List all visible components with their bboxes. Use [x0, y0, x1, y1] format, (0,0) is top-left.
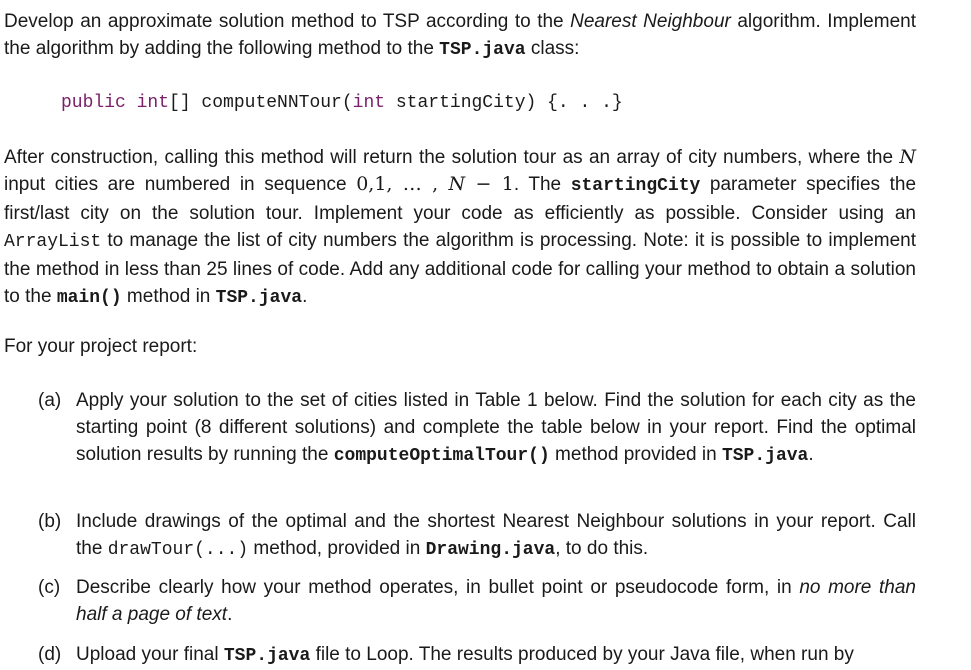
- after-text-5: to manage the list of city numbers the algorithm is processing. Note: it is possible to implement the method in less than 25 lines of code. Add any additional code for calling your method to obtain a solution to the: [4, 230, 916, 307]
- list-marker-d: (d): [38, 644, 62, 665]
- method-signature-code: [61, 90, 623, 117]
- item-a-text-3: .: [808, 444, 814, 465]
- item-a-text-2: method provided in: [549, 444, 722, 465]
- item-d-text-2: file to Loop. The results produced by your Java file, when run by: [310, 644, 854, 665]
- math-sequence: 0,1, … ,: [356, 173, 449, 195]
- code-drawing-java: Drawing.java: [425, 540, 556, 560]
- code-main: main(): [56, 288, 122, 308]
- report-heading: For your project report:: [4, 336, 198, 357]
- intro-emphasis: Nearest Neighbour: [570, 11, 731, 32]
- code-param-body: startingCity) {. . .}: [385, 93, 623, 113]
- intro-text-1: Develop an approximate solution method to TSP according to the: [4, 11, 571, 32]
- list-item-a: [38, 387, 916, 470]
- intro-paragraph: [4, 8, 916, 64]
- after-text-1: After construction, calling this method will return the solution tour as an array of city numbers, where the: [4, 147, 900, 168]
- list-item-c: [38, 574, 916, 628]
- list-marker-c: (c): [38, 577, 61, 598]
- item-b-text-1: Include drawings of the optimal and the shortest Nearest Neighbour solutions in your report. Call the: [76, 511, 916, 559]
- code-keyword-int-return: int: [136, 93, 170, 113]
- math-n-1: N: [899, 146, 916, 168]
- list-body-c: [76, 574, 916, 628]
- item-d-text-1: Upload your final: [76, 644, 224, 665]
- list-marker-b: (b): [38, 511, 62, 532]
- after-text-7: .: [302, 286, 308, 307]
- after-text-2: input cities are numbered in sequence: [4, 174, 357, 195]
- code-keyword-public: public: [61, 93, 126, 113]
- item-c-text-2: .: [227, 604, 233, 625]
- list-item-d: [38, 641, 916, 670]
- intro-text-2: algorithm. Implement the algorithm by adding the following method to the: [4, 11, 916, 59]
- code-tsp-java: TSP.java: [215, 288, 303, 308]
- list-item-b: [38, 508, 916, 564]
- item-a-text-1: Apply your solution to the set of cities listed in Table 1 below. Find the solution for each city as the starting point (8 different solutions) and complete the table below in your report. Find the optimal solution results by running the: [76, 390, 916, 465]
- code-compute-optimal-tour: computeOptimalTour(): [333, 446, 550, 466]
- code-tsp-java-a: TSP.java: [721, 446, 809, 466]
- after-text-4: parameter specifies the first/last city on the solution tour. Implement your code as efficiently as possible. Consider using an: [4, 174, 917, 224]
- item-c-text-1: Describe clearly how your method operates, in bullet point or pseudocode form, in: [76, 577, 800, 598]
- code-tsp-java-d: TSP.java: [223, 646, 311, 666]
- list-body-b: [76, 508, 916, 564]
- after-text-6: method in: [121, 286, 216, 307]
- item-c-emphasis: no more than half a page of text: [76, 577, 916, 625]
- item-b-text-3: , to do this.: [555, 538, 649, 559]
- item-b-text-2: method, provided in: [248, 538, 426, 559]
- math-minus-one: − 1: [465, 173, 514, 195]
- list-body-a: [76, 387, 916, 470]
- list-marker-a: (a): [38, 390, 62, 411]
- code-keyword-int-param: int: [352, 93, 386, 113]
- after-text-3: . The: [513, 174, 571, 195]
- math-n-2: N: [448, 173, 466, 195]
- code-method-name: [] computeNNTour(: [169, 93, 353, 113]
- intro-text-3: class:: [525, 38, 580, 59]
- list-body-d: [76, 641, 916, 670]
- description-paragraph: [4, 144, 916, 312]
- code-arraylist: ArrayList: [4, 232, 102, 252]
- code-starting-city: startingCity: [570, 176, 701, 196]
- intro-code-tsp-java: TSP.java: [439, 40, 526, 60]
- code-draw-tour: drawTour(...): [107, 540, 249, 560]
- code-space: [126, 93, 137, 113]
